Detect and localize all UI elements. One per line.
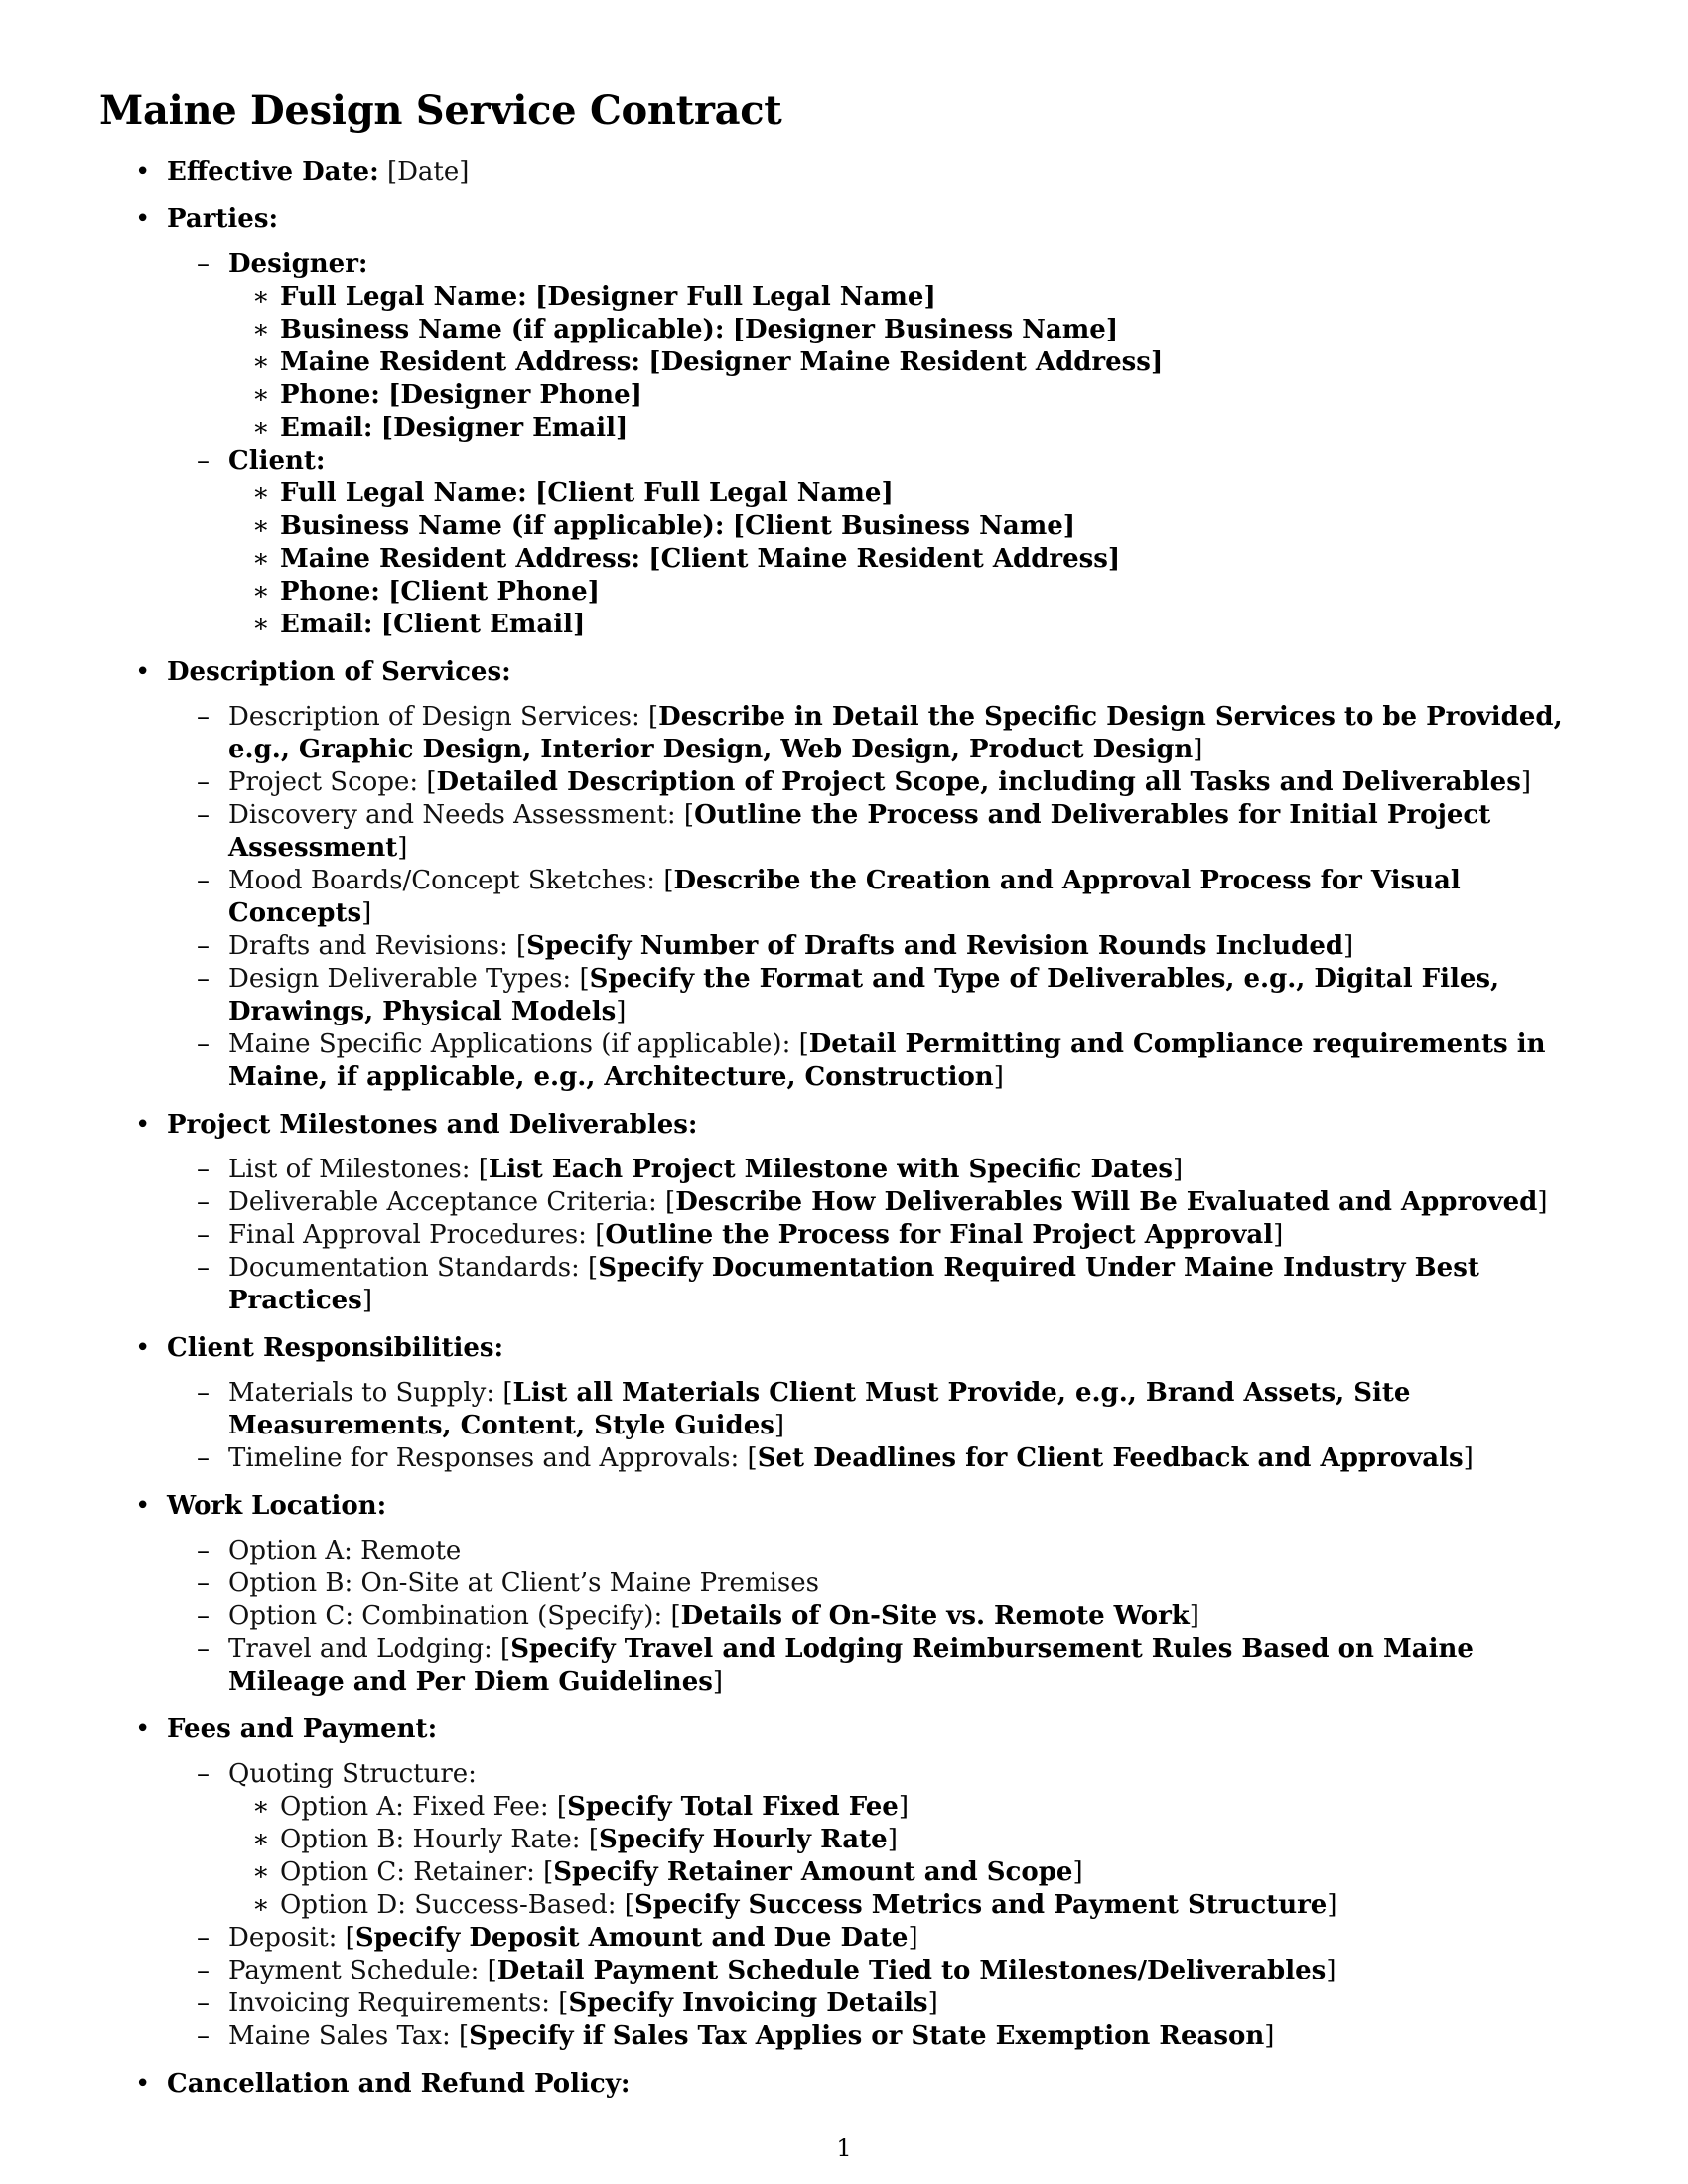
asterisk-icon: ∗ [252, 577, 270, 607]
dash-icon: – [197, 1956, 210, 1985]
list-item [228, 543, 1589, 576]
dash-icon: – [197, 702, 210, 732]
list-item: – Deliverable Acceptance Criteria: [Describe How Deliverables Will Be Evaluated and Approved] [197, 1187, 1548, 1217]
item-label: Deposit: [228, 1923, 338, 1953]
list-item [167, 1568, 1589, 1600]
field-label: Phone: [280, 577, 380, 607]
work-location-list [167, 1535, 1589, 1699]
list-item [228, 412, 1589, 445]
list-item: – Design Deliverable Types: [Specify the Format and Type of Deliverables, e.g., Digital Files, Drawings, Physical Models] [197, 964, 1500, 1026]
item-value: Outline the Process for Final Project Approval [605, 1220, 1274, 1250]
section-heading: Work Location: [167, 1491, 387, 1521]
party-label: Designer: [228, 249, 368, 279]
section-work-location [99, 1490, 1589, 1699]
document-page [99, 87, 1589, 2116]
list-item: – Timeline for Responses and Approvals: [Set Deadlines for Client Feedback and Approvals] [197, 1443, 1474, 1473]
list-item: – Travel and Lodging: [Specify Travel and Lodging Reimbursement Rules Based on Maine Mileage and Per Diem Guidelines] [197, 1634, 1474, 1697]
item-label: Maine Sales Tax: [228, 2021, 451, 2051]
dash-icon: – [197, 1378, 210, 1408]
field-label: Phone: [280, 380, 380, 410]
asterisk-icon: ∗ [252, 282, 270, 312]
dash-icon: – [197, 1187, 210, 1217]
field-value: [Client Business Name] [732, 511, 1076, 541]
fees-list [167, 1758, 1589, 2053]
item-value: Describe in Detail the Specific Design Services to be Provided, e.g., Graphic Design, Interior Design, Web Design, Product Design [228, 702, 1563, 764]
list-item: – Final Approval Procedures: [Outline the Process for Final Project Approval] [197, 1220, 1284, 1250]
list-item [167, 1535, 1589, 1568]
asterisk-icon: ∗ [252, 1857, 270, 1887]
section-heading: Client Responsibilities: [167, 1333, 504, 1363]
bullet-icon: • [135, 1110, 151, 1140]
list-item: – Documentation Standards: [Specify Documentation Required Under Maine Industry Best Practices] [197, 1253, 1479, 1315]
option-text: Option B: On-Site at Client’s Maine Premises [228, 1569, 819, 1598]
section-heading: Description of Services: [167, 657, 511, 687]
dash-icon: – [197, 1923, 210, 1953]
section-fees [99, 1713, 1589, 2053]
list-item [228, 576, 1589, 609]
item-label: Mood Boards/Concept Sketches: [228, 866, 656, 895]
section-heading: Fees and Payment: [167, 1714, 438, 1744]
section-cancellation [99, 2068, 1589, 2101]
item-label: Discovery and Needs Assessment: [228, 800, 676, 830]
bullet-icon: • [135, 1491, 151, 1521]
item-label: List of Milestones: [228, 1155, 471, 1184]
asterisk-icon: ∗ [252, 413, 270, 443]
item-value: Specify Success Metrics and Payment Structure [633, 1890, 1328, 1920]
list-item: ∗ Option C: Retainer: [Specify Retainer Amount and Scope] [252, 1857, 1083, 1887]
dash-icon: – [197, 1220, 210, 1250]
bullet-icon: • [135, 205, 151, 234]
item-label: Final Approval Procedures: [228, 1220, 587, 1250]
list-item: ∗ Option B: Hourly Rate: [Specify Hourly Rate] [252, 1825, 898, 1854]
bullet-icon: • [135, 1714, 151, 1744]
list-item: ∗ Option D: Success-Based: [Specify Success Metrics and Payment Structure] [252, 1890, 1337, 1920]
dash-icon: – [197, 1443, 210, 1473]
item-label: Documentation Standards: [228, 1253, 580, 1283]
item-value: Details of On-Site vs. Remote Work [680, 1601, 1190, 1631]
option-text: Option A: Remote [228, 1536, 462, 1566]
item-value: Specify Retainer Amount and Scope [553, 1857, 1073, 1887]
item-value: Detail Payment Schedule Tied to Milestones/Deliverables [496, 1956, 1327, 1985]
item-value: Specify Deposit Amount and Due Date [354, 1923, 909, 1953]
item-value: Describe How Deliverables Will Be Evaluated and Approved [675, 1187, 1538, 1217]
list-item: – Drafts and Revisions: [Specify Number of Drafts and Revision Rounds Included] [197, 931, 1354, 961]
item-label: Timeline for Responses and Approvals: [228, 1443, 740, 1473]
item-label: Project Scope: [228, 767, 419, 797]
list-item: – List of Milestones: [List Each Project Milestone with Specific Dates] [197, 1155, 1184, 1184]
dash-icon: – [197, 800, 210, 830]
item-label: Deliverable Acceptance Criteria: [228, 1187, 657, 1217]
parties-list [167, 248, 1589, 641]
field-value: [Client Maine Resident Address] [648, 544, 1121, 574]
dash-icon: – [197, 446, 210, 476]
section-effective-date [99, 156, 1589, 189]
dash-icon: – [197, 964, 210, 994]
field-value: [Client Phone] [388, 577, 600, 607]
party-designer [167, 248, 1589, 445]
list-item: ∗ Option A: Fixed Fee: [Specify Total Fixed Fee] [252, 1792, 910, 1822]
item-value: Specify Hourly Rate [598, 1825, 888, 1854]
item-value: Detail Permitting and Compliance requirements in Maine, if applicable, e.g., Architecture, Construction [228, 1029, 1546, 1092]
field-label: Maine Resident Address: [280, 347, 640, 377]
bullet-icon: • [135, 2069, 151, 2099]
page-title: Maine Design Service Contract [99, 87, 782, 134]
list-item: – Materials to Supply: [List all Materials Client Must Provide, e.g., Brand Assets, Site Measurements, Content, Style Guides] [197, 1378, 1411, 1440]
list-item: – Maine Specific Applications (if applicable): [Detail Permitting and Compliance requirements in Maine, if applicable, e.g., Architecture, Construction] [197, 1029, 1546, 1092]
item-label: Payment Schedule: [228, 1956, 480, 1985]
section-services [99, 656, 1589, 1094]
item-label: Maine Specific Applications (if applicable): [228, 1029, 791, 1059]
list-item: – Mood Boards/Concept Sketches: [Describe the Creation and Approval Process for Visual Concepts] [197, 866, 1461, 928]
asterisk-icon: ∗ [252, 380, 270, 410]
dash-icon: – [197, 1536, 210, 1566]
contract-sections [99, 156, 1589, 2101]
field-label: Business Name (if applicable): [280, 511, 725, 541]
section-milestones [99, 1109, 1589, 1317]
dash-icon: – [197, 1601, 210, 1631]
field-label: Email: [280, 413, 373, 443]
bullet-icon: • [135, 1333, 151, 1363]
list-item: – Discovery and Needs Assessment: [Outline the Process and Deliverables for Initial Project Assessment] [197, 800, 1491, 863]
dash-icon: – [197, 866, 210, 895]
dash-icon: – [197, 1253, 210, 1283]
asterisk-icon: ∗ [252, 1825, 270, 1854]
item-label: Materials to Supply: [228, 1378, 495, 1408]
dash-icon: – [197, 767, 210, 797]
dash-icon: – [197, 1029, 210, 1059]
item-value: Describe the Creation and Approval Process for Visual Concepts [228, 866, 1461, 928]
list-item [228, 346, 1589, 379]
asterisk-icon: ∗ [252, 544, 270, 574]
list-item [228, 478, 1589, 510]
list-item: – Option C: Combination (Specify): [Details of On-Site vs. Remote Work] [197, 1601, 1199, 1631]
item-label: Option C: Retainer: [280, 1857, 535, 1887]
field-label: Full Legal Name: [280, 478, 527, 508]
item-value: Set Deadlines for Client Feedback and Approvals [757, 1443, 1464, 1473]
quoting-options [228, 1791, 1589, 1922]
list-item: – Project Scope: [Detailed Description of Project Scope, including all Tasks and Deliverables] [197, 767, 1531, 797]
item-value: Specify Number of Drafts and Revision Rounds Included [526, 931, 1344, 961]
list-item [228, 510, 1589, 543]
item-label: Description of Design Services: [228, 702, 640, 732]
milestones-list [167, 1154, 1589, 1317]
field-value: [Designer Email] [380, 413, 629, 443]
item-value: Specify Invoicing Details [568, 1988, 928, 2018]
item-label: Invoicing Requirements: [228, 1988, 551, 2018]
designer-fields [228, 281, 1589, 445]
field-label: Business Name (if applicable): [280, 315, 725, 344]
section-heading: Cancellation and Refund Policy: [167, 2069, 631, 2099]
item-value: Detailed Description of Project Scope, including all Tasks and Deliverables [436, 767, 1521, 797]
asterisk-icon: ∗ [252, 315, 270, 344]
item-label: Design Deliverable Types: [228, 964, 572, 994]
field-value: [Designer Maine Resident Address] [648, 347, 1164, 377]
list-item: – Deposit: [Specify Deposit Amount and Due Date] [197, 1923, 918, 1953]
section-heading: Project Milestones and Deliverables: [167, 1110, 698, 1140]
item-value: Specify the Format and Type of Deliverables, e.g., Digital Files, Drawings, Physical Models [228, 964, 1500, 1026]
services-list [167, 701, 1589, 1094]
bullet-icon: • [135, 157, 151, 187]
item-value: List all Materials Client Must Provide, e.g., Brand Assets, Site Measurements, Content, Style Guides [228, 1378, 1411, 1440]
field-value: [Designer Phone] [388, 380, 642, 410]
section-heading: Effective Date: [167, 157, 379, 187]
item-value: Specify Travel and Lodging Reimbursement Rules Based on Maine Mileage and Per Diem Guidelines [228, 1634, 1474, 1697]
field-label: Email: [280, 610, 373, 639]
list-item [228, 314, 1589, 346]
list-item [167, 1758, 1589, 1922]
item-value: Specify if Sales Tax Applies or State Exemption Reason [469, 2021, 1265, 2051]
party-label: Client: [228, 446, 326, 476]
item-value: Specify Documentation Required Under Maine Industry Best Practices [228, 1253, 1479, 1315]
dash-icon: – [197, 1634, 210, 1664]
dash-icon: – [197, 2021, 210, 2051]
asterisk-icon: ∗ [252, 1792, 270, 1822]
list-item [228, 379, 1589, 412]
field-value: [Client Full Legal Name] [535, 478, 894, 508]
list-item: – Invoicing Requirements: [Specify Invoicing Details] [197, 1988, 938, 2018]
item-label: Option D: Success-Based: [280, 1890, 617, 1920]
item-label: Travel and Lodging: [228, 1634, 492, 1664]
page-number: 1 [836, 2134, 852, 2162]
dash-icon: – [197, 1988, 210, 2018]
list-item: – Payment Schedule: [Detail Payment Schedule Tied to Milestones/Deliverables] [197, 1956, 1336, 1985]
field-value: [Designer Full Legal Name] [535, 282, 936, 312]
item-value: Specify Total Fixed Fee [567, 1792, 899, 1822]
field-value: [Designer Business Name] [732, 315, 1119, 344]
asterisk-icon: ∗ [252, 1890, 270, 1920]
section-heading: Parties: [167, 205, 279, 234]
asterisk-icon: ∗ [252, 478, 270, 508]
client-responsibilities-list [167, 1377, 1589, 1475]
section-client-responsibilities [99, 1332, 1589, 1475]
field-label: Maine Resident Address: [280, 544, 640, 574]
dash-icon: – [197, 1569, 210, 1598]
asterisk-icon: ∗ [252, 511, 270, 541]
item-label: Quoting Structure: [228, 1759, 477, 1789]
client-fields [228, 478, 1589, 641]
item-value: List Each Project Milestone with Specific Dates [488, 1155, 1174, 1184]
item-label: Option A: Fixed Fee: [280, 1792, 549, 1822]
field-value: [Client Email] [380, 610, 586, 639]
asterisk-icon: ∗ [252, 610, 270, 639]
dash-icon: – [197, 1155, 210, 1184]
list-item: – Description of Design Services: [Describe in Detail the Specific Design Services to be Provided, e.g., Graphic Design, Interior Design, Web Design, Product Design] [197, 702, 1563, 764]
dash-icon: – [197, 931, 210, 961]
item-label: Option B: Hourly Rate: [280, 1825, 581, 1854]
party-client [167, 445, 1589, 641]
asterisk-icon: ∗ [252, 347, 270, 377]
list-item: – Maine Sales Tax: [Specify if Sales Tax Applies or State Exemption Reason] [197, 2021, 1275, 2051]
effective-date-value: [Date] [386, 157, 470, 187]
item-label: Option C: Combination (Specify): [228, 1601, 663, 1631]
item-value: Outline the Process and Deliverables for Initial Project Assessment [228, 800, 1491, 863]
item-label: Drafts and Revisions: [228, 931, 508, 961]
list-item [228, 609, 1589, 641]
section-parties [99, 204, 1589, 641]
dash-icon: – [197, 1759, 210, 1789]
bullet-icon: • [135, 657, 151, 687]
dash-icon: – [197, 249, 210, 279]
list-item [228, 281, 1589, 314]
field-label: Full Legal Name: [280, 282, 527, 312]
